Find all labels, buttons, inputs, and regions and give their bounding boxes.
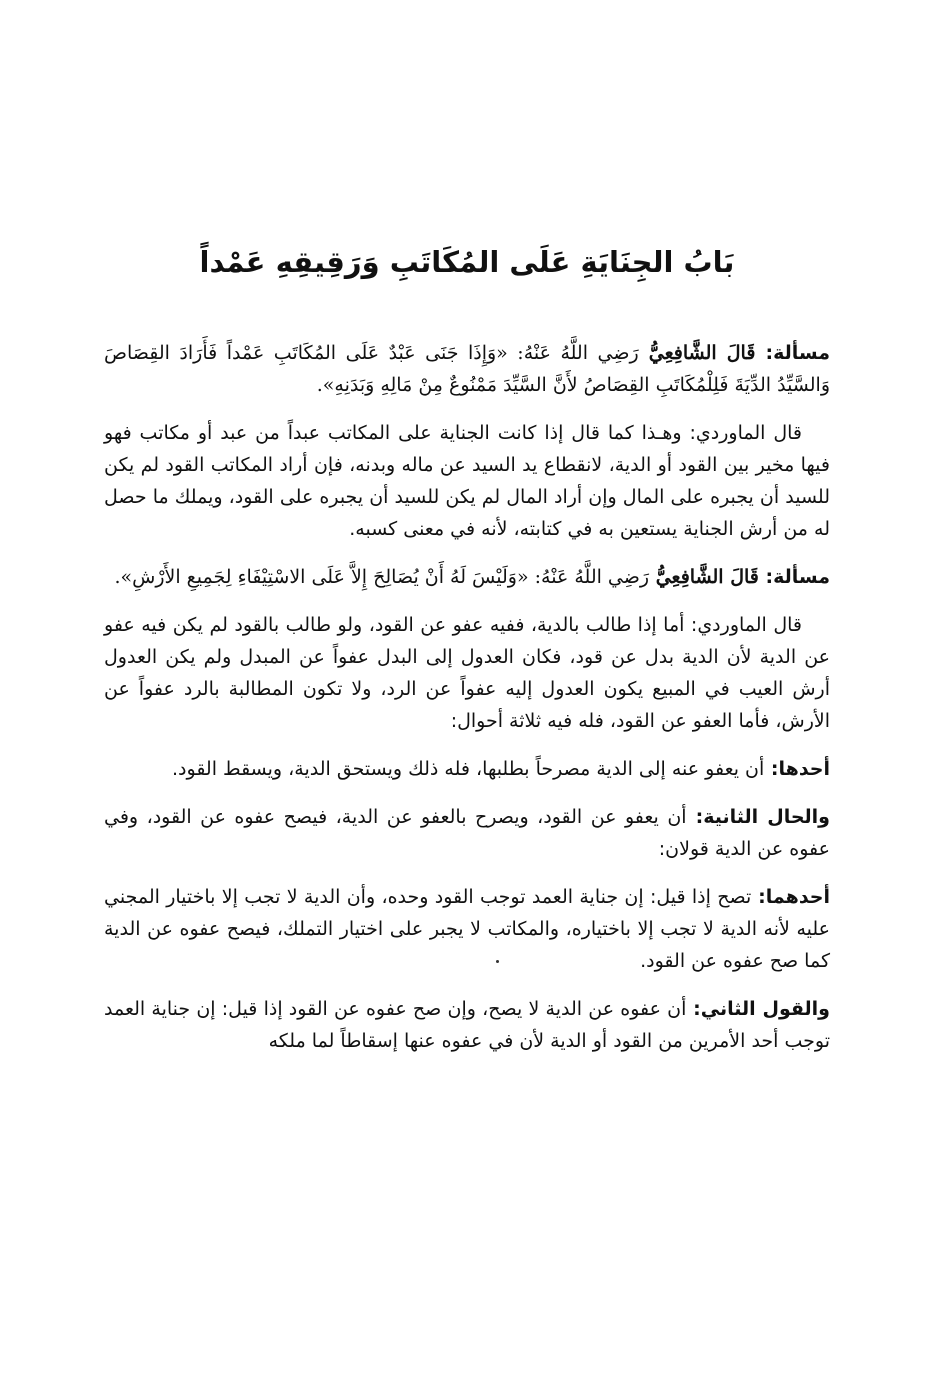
paragraph-first-opinion xyxy=(104,881,830,977)
paragraph-second-opinion xyxy=(104,993,830,1057)
paragraph-text: أن يعفو عنه إلى الدية مصرحاً بطلبها، فله ذلك ويستحق الدية، ويسقط القود. xyxy=(172,758,765,780)
paragraph-mawardi-2: قال الماوردي: أما إذا طالب بالدية، ففيه عفو عن القود، ولو طالب بالقود لم يكن فيه عفو عن الدية لأن الدية بدل عن قود، فكان العدول إلى البدل عفواً عن المبدل ولم يكن العدول أرش العيب في المبيع يكون العدول إليه عفواً عن الرد، ولا تكون المطالبة بالرد عفواً عن الأرش، فأما العفو عن القود، فله فيه ثلاثة أحوال: xyxy=(104,614,830,732)
paragraph-first-case xyxy=(104,753,830,785)
paragraph-text: أن يعفو عن القود، ويصرح بالعفو عن الدية، فيصح عفوه عن القود، وفي عفوه عن الدية قولان: xyxy=(104,806,830,860)
paragraph-masala-1 xyxy=(104,337,830,401)
speaker: قَالَ الشَّافِعِيُّ xyxy=(649,566,759,588)
paragraph-text: أن عفوه عن الدية لا يصح، وإن صح عفوه عن القود إذا قيل: إن جناية العمد توجب أحد الأمرين من القود أو الدية لأن في عفوه عنها إسقاطاً لما ملكه xyxy=(104,998,830,1052)
paragraph-masala-2 xyxy=(104,561,830,593)
document-body xyxy=(104,337,830,1073)
paragraph-mawardi-1: قال الماوردي: وهـذا كما قال إذا كانت الجناية على المكاتب عبداً من عبد أو مكاتب فهو فيها مخير بين القود أو الدية، لانقطاع يد السيد عن ماله وبدنه، فإن أراد المكاتب القود لم يكن للسيد أن يجبره على المال وإن أراد المال لم يكن للسيد أن يجبره على القود، ويملك ما حصل له من أرش الجناية يستعين به في كتابته، لأنه في معنى كسبه. xyxy=(104,422,830,540)
quote-text: رَضِي اللَّهُ عَنْهُ: «وَإِذَا جَنَى عَبْدٌ عَلَى المُكَاتَبِ عَمْداً فَأَرَادَ القِصَاصَ وَالسَّيِّدُ الدِّيَةَ فَلِلْمُكَاتَبِ القِصَاصُ لأَنَّ السَّيِّدَ مَمْنُوعٌ مِنْ مَالِهِ وَبَدَنِهِ». xyxy=(104,342,830,396)
scan-speck xyxy=(496,960,499,963)
paragraph-text: تصح إذا قيل: إن جناية العمد توجب القود وحده، وأن الدية لا تجب إلا باختيار المجني عليه لأنه الدية لا تجب إلا باختياره، والمكاتب لا يجبر على اختيار التملك، فيصح عفوه عن الدية كما صح عفوه عن القود. xyxy=(104,886,830,972)
paragraph-lead: مسألة: xyxy=(755,342,830,364)
paragraph-second-case xyxy=(104,801,830,865)
chapter-title: بَابُ الجِنَايَةِ عَلَى المُكَاتَبِ وَرَقِيقِهِ عَمْداً xyxy=(199,245,735,279)
document-page xyxy=(104,0,830,1376)
paragraph-lead: أحدهما: xyxy=(751,886,831,908)
paragraph-lead: والقول الثاني: xyxy=(686,998,830,1020)
paragraph-lead: مسألة: xyxy=(758,566,830,588)
paragraph-lead: والحال الثانية: xyxy=(686,806,830,828)
quote-text: رَضِي اللَّهُ عَنْهُ: «وَلَيْسَ لَهُ أَنْ يُصَالِحَ إِلاَّ عَلَى الاسْتِيْفَاءِ لِجَمِيعِ الأَرْشِ». xyxy=(114,566,650,588)
paragraph-lead: أحدها: xyxy=(764,758,830,780)
speaker: قَالَ الشَّافِعِيُّ xyxy=(638,342,756,364)
